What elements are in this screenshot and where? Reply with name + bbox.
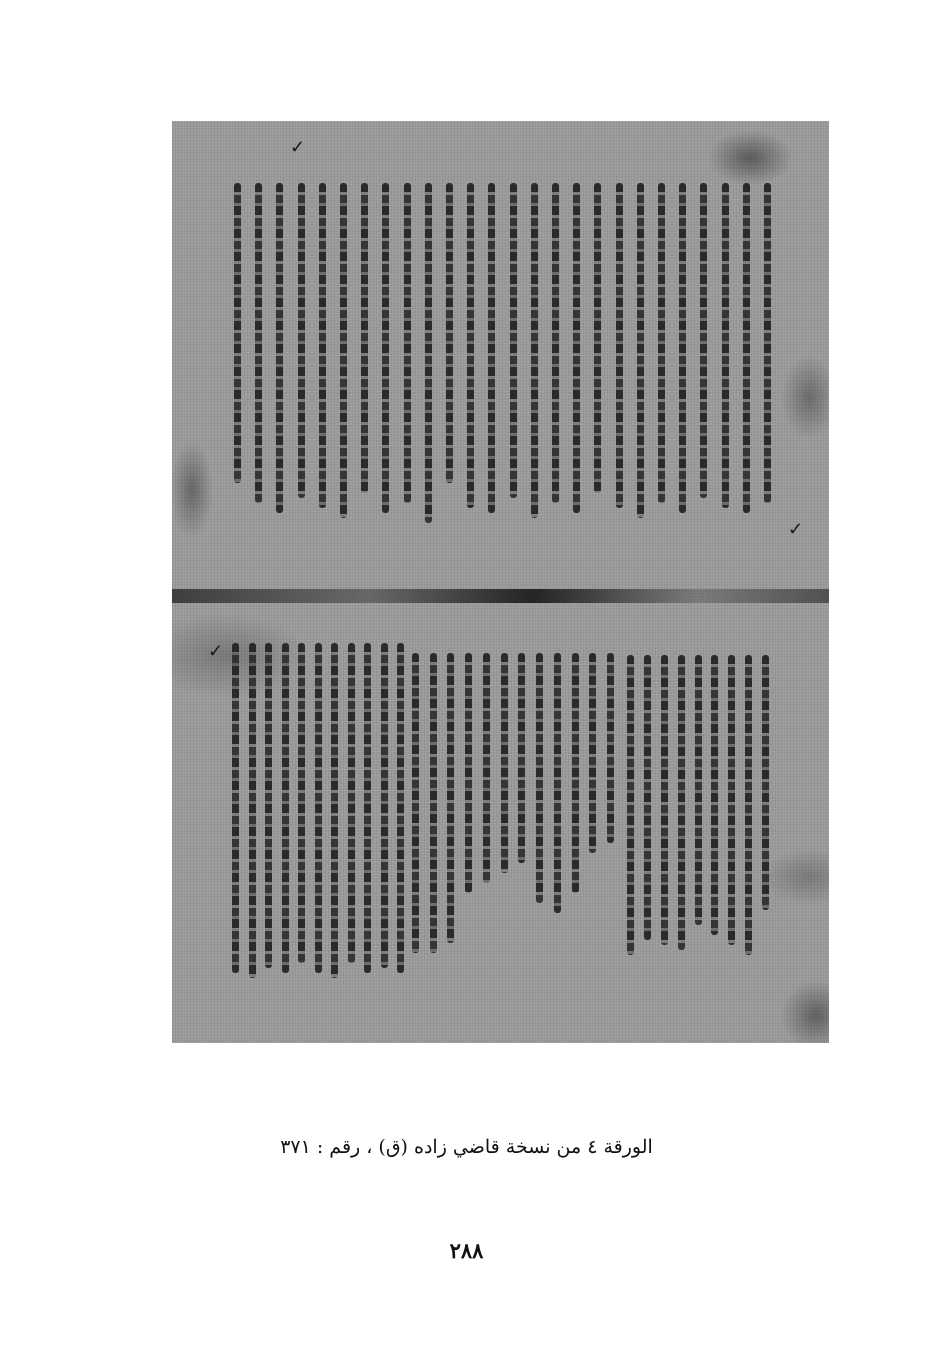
manuscript-margin-mark: ✓ [290, 137, 306, 158]
manuscript-margin-mark: ✓ [208, 641, 224, 662]
manuscript-text-line [589, 653, 596, 853]
manuscript-text-line [488, 183, 495, 513]
manuscript-lower-page [172, 603, 829, 1043]
manuscript-text-line [762, 655, 769, 910]
manuscript-text-line [255, 183, 262, 503]
manuscript-text-line [234, 183, 241, 483]
manuscript-text-line [518, 653, 525, 863]
manuscript-text-line [382, 183, 389, 513]
manuscript-text-line [425, 183, 432, 523]
manuscript-text-line [483, 653, 490, 883]
figure-caption: الورقة ٤ من نسخة قاضي زاده (ق) ، رقم : ٣٧١ [280, 1136, 653, 1158]
manuscript-text-line [678, 655, 685, 950]
manuscript-text-line [397, 643, 404, 973]
manuscript-text-line [331, 643, 338, 978]
manuscript-text-line [381, 643, 388, 968]
manuscript-text-line [249, 643, 256, 978]
manuscript-text-line [616, 183, 623, 508]
manuscript-text-line [679, 183, 686, 513]
manuscript-upper-page [172, 121, 829, 589]
manuscript-text-line [745, 655, 752, 955]
manuscript-text-line [536, 653, 543, 903]
manuscript-fold [172, 589, 829, 603]
manuscript-text-line [573, 183, 580, 513]
manuscript-text-line [531, 183, 538, 518]
manuscript-text-line [728, 655, 735, 945]
manuscript-photograph [172, 121, 829, 1043]
manuscript-text-line [695, 655, 702, 925]
manuscript-text-line [627, 655, 634, 955]
manuscript-text-line [743, 183, 750, 513]
manuscript-text-line [510, 183, 517, 498]
manuscript-text-line [722, 183, 729, 508]
manuscript-text-line [265, 643, 272, 968]
manuscript-margin-mark: ✓ [788, 519, 804, 540]
manuscript-text-line [658, 183, 665, 503]
manuscript-text-line [661, 655, 668, 945]
manuscript-text-line [700, 183, 707, 498]
manuscript-text-line [404, 183, 411, 503]
manuscript-text-line [430, 653, 437, 953]
manuscript-text-line [315, 643, 322, 973]
manuscript-text-line [465, 653, 472, 893]
page-number: ٢٨٨ [449, 1238, 484, 1263]
manuscript-text-line [501, 653, 508, 873]
manuscript-text-line [554, 653, 561, 913]
manuscript-text-line [282, 643, 289, 973]
manuscript-text-line [447, 653, 454, 943]
manuscript-text-line [446, 183, 453, 483]
manuscript-text-line [298, 183, 305, 498]
manuscript-text-line [364, 643, 371, 973]
manuscript-text-line [711, 655, 718, 935]
manuscript-text-line [412, 653, 419, 953]
manuscript-text-line [348, 643, 355, 963]
manuscript-text-line [340, 183, 347, 518]
manuscript-text-line [467, 183, 474, 508]
manuscript-text-line [298, 643, 305, 963]
manuscript-text-line [594, 183, 601, 493]
manuscript-text-line [319, 183, 326, 508]
manuscript-text-line [572, 653, 579, 893]
manuscript-text-line [644, 655, 651, 940]
manuscript-text-line [361, 183, 368, 493]
manuscript-text-line [276, 183, 283, 513]
manuscript-text-line [607, 653, 614, 843]
manuscript-text-line [764, 183, 771, 503]
manuscript-text-line [637, 183, 644, 518]
manuscript-text-line [552, 183, 559, 503]
manuscript-text-line [232, 643, 239, 973]
